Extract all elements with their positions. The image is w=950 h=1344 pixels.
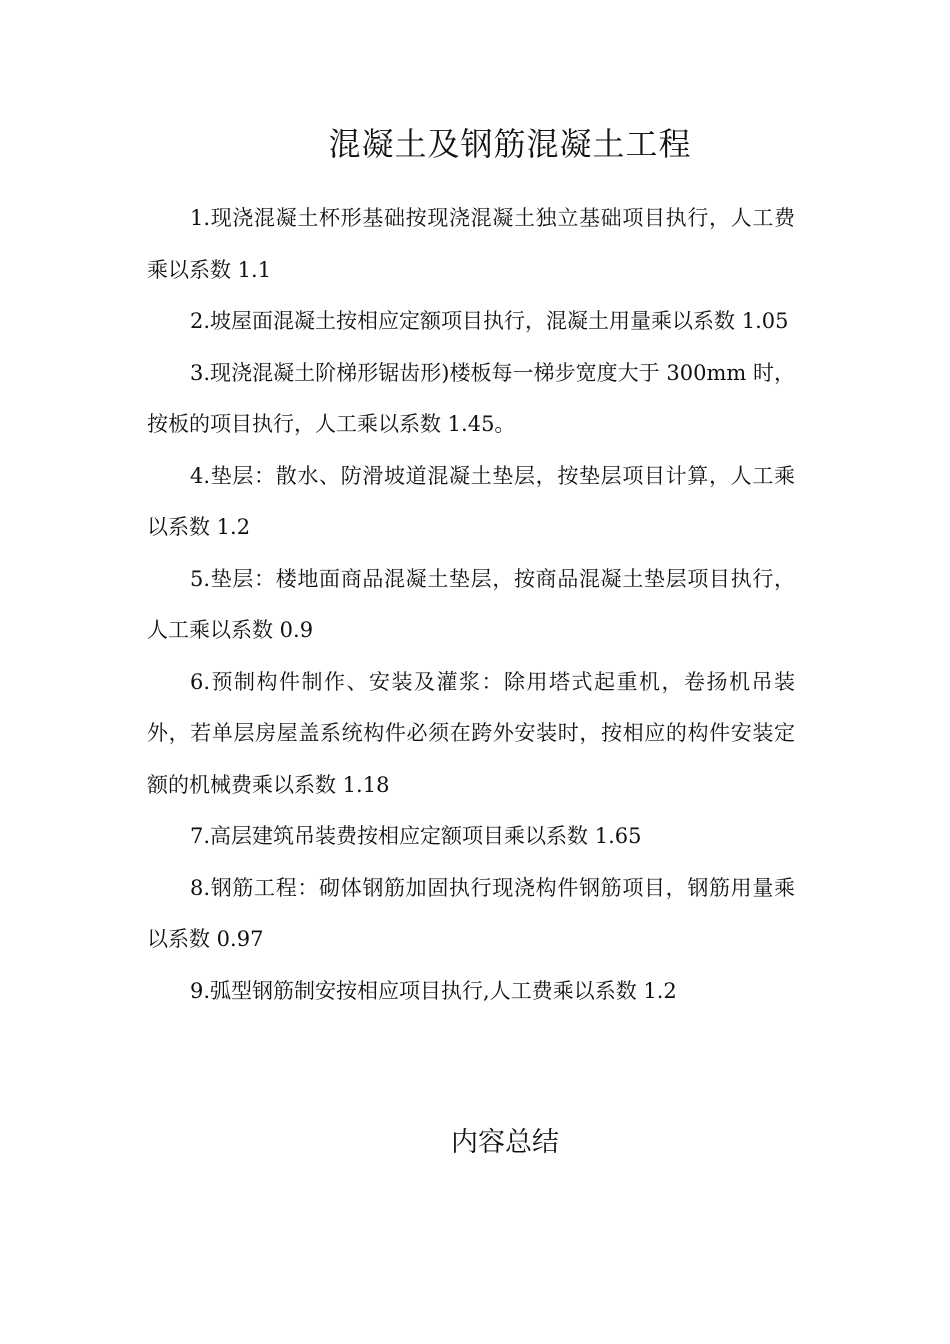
paragraph-1: 1.现浇混凝土杯形基础按现浇混凝土独立基础项目执行，人工费乘以系数 1.1 (147, 206, 795, 282)
paragraph-2: 2.坡屋面混凝土按相应定额项目执行，混凝土用量乘以系数 1.05 (190, 309, 789, 333)
paragraph-9: 9.弧型钢筋制安按相应项目执行,人工费乘以系数 1.2 (190, 978, 677, 1003)
paragraph-8: 8.钢筋工程：砌体钢筋加固执行现浇构件钢筋项目，钢筋用量乘以系数 0.97 (147, 875, 795, 951)
document-body (147, 193, 795, 1017)
paragraph-7: 7.高层建筑吊装费按相应定额项目乘以系数 1.65 (190, 824, 642, 848)
document-title: 混凝土及钢筋混凝土工程 (328, 125, 692, 163)
paragraph-4: 4.垫层：散水、防滑坡道混凝土垫层，按垫层项目计算，人工乘以系数 1.2 (147, 463, 795, 539)
paragraph-3: 3.现浇混凝土阶梯形锯齿形)楼板每一梯步宽度大于 300mm 时，按板的项目执行，人工乘以系数 1.45。 (147, 360, 795, 436)
paragraph-5: 5.垫层：楼地面商品混凝土垫层，按商品混凝土垫层项目执行，人工乘以系数 0.9 (147, 566, 795, 642)
summary-heading: 内容总结 (451, 1127, 559, 1158)
paragraph-6: 6.预制构件制作、安装及灌浆：除用塔式起重机，卷扬机吊装外，若单层房屋盖系统构件必须在跨外安装时，按相应的构件安装定额的机械费乘以系数 1.18 (147, 669, 795, 797)
